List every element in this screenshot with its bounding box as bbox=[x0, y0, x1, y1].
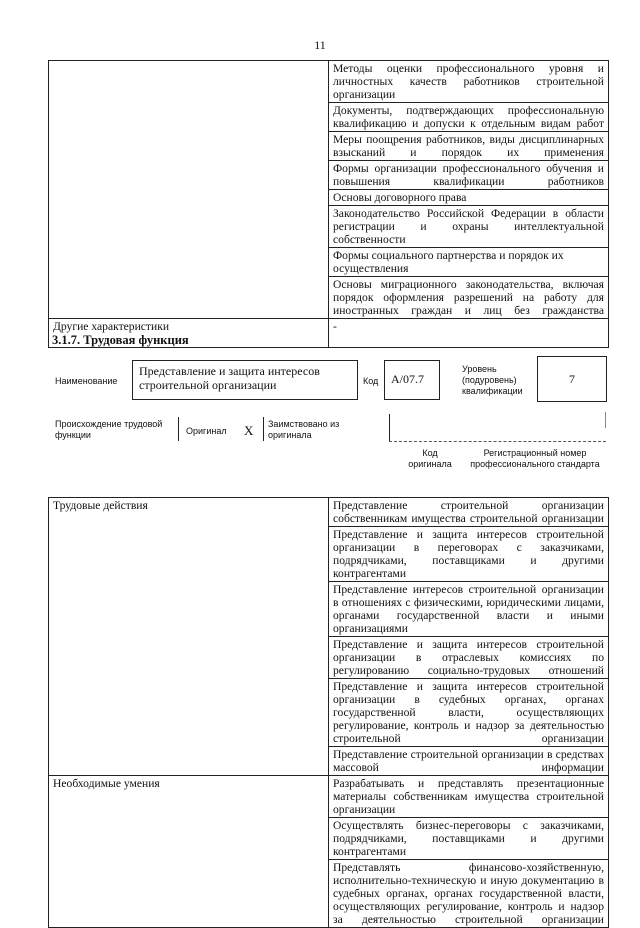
code-box bbox=[384, 360, 440, 400]
dashed-line bbox=[389, 441, 606, 442]
table-cell: Разрабатывать и представлять презентационные материалы собственникам имущества строительной организации bbox=[329, 776, 609, 818]
table-cell: Документы, подтверждающих профессиональную квалификацию и допуски к отдельным видам работ bbox=[329, 103, 609, 132]
name-value: Представление и защита интересов строительной организации bbox=[139, 364, 320, 392]
table-cell: Формы социального партнерства и порядок их осуществления bbox=[329, 248, 609, 277]
table-cell: Законодательство Российской Федерации в области регистрации и охраны интеллектуальной собственности bbox=[329, 206, 609, 248]
table-cell: Представление строительной организации в средствах массовой информации bbox=[329, 747, 609, 776]
level-box bbox=[537, 356, 607, 402]
other-characteristics-label: Другие характеристики bbox=[49, 319, 329, 348]
table-row bbox=[49, 498, 609, 527]
table-cell: Методы оценки профессионального уровня и личностных качеств работников строительной организации bbox=[329, 61, 609, 103]
name-label: Наименование bbox=[55, 376, 118, 386]
table-cell: Представление и защита интересов строительной организации в переговорах с заказчиками, подрядчиками, поставщиками и другими контрагентами bbox=[329, 527, 609, 582]
labor-actions-label: Трудовые действия bbox=[49, 498, 329, 776]
original-mark: X bbox=[244, 423, 254, 438]
labor-function-table bbox=[48, 497, 609, 928]
level-label: Уровень (подуровень) квалификации bbox=[462, 364, 523, 396]
table-cell: Представление интересов строительной организации в отношениях с физическими, юридическими лицами, органами государственной власти и иными организациями bbox=[329, 582, 609, 637]
knowledge-table bbox=[48, 60, 609, 348]
required-skills-label: Необходимые умения bbox=[49, 776, 329, 928]
table-row bbox=[49, 61, 609, 103]
table-cell: Представление строительной организации собственникам имущества строительной организации bbox=[329, 498, 609, 527]
divider bbox=[178, 417, 179, 441]
origin-label: Происхождение трудовой функции bbox=[55, 419, 163, 440]
table-cell: Основы миграционного законодательства, включая порядок оформления разрешений на работу для иностранных граждан и лиц без гражданства bbox=[329, 277, 609, 319]
table-cell: Представление и защита интересов строительной организации в судебных органах, органах государственной власти, осуществляющих регулирование, контроль и надзор за деятельностью строительной организации bbox=[329, 679, 609, 747]
code-label: Код bbox=[363, 376, 379, 386]
table-row bbox=[49, 776, 609, 818]
original-label: Оригинал bbox=[186, 426, 227, 436]
table-cell: Представление и защита интересов строительной организации в отраслевых комиссиях по регулированию социально-трудовых отношений bbox=[329, 637, 609, 679]
empty-label-cell bbox=[49, 61, 329, 319]
divider bbox=[605, 412, 606, 428]
reg-number-label: Регистрационный номер профессионального стандарта bbox=[470, 448, 600, 469]
table-cell: Осуществлять бизнес-переговоры с заказчиками, подрядчиками, поставщиками и другими контрагентами bbox=[329, 818, 609, 860]
page-number: 11 bbox=[314, 38, 326, 52]
table-cell: Представлять финансово-хозяйственную, исполнительно-техническую и иную документацию в судебных органах, органах государственной власти, осуществляющих регулирование, контроль и надзор за деятельностью строительной организации bbox=[329, 860, 609, 928]
section-title: 3.1.7. Трудовая функция bbox=[52, 333, 189, 347]
table-cell: Формы организации профессионального обучения и повышения квалификации работников bbox=[329, 161, 609, 190]
table-cell: Меры поощрения работников, виды дисциплинарных взысканий и порядок их применения bbox=[329, 132, 609, 161]
origin-code-label: Код оригинала bbox=[408, 448, 452, 469]
borrowed-label: Заимствовано из оригинала bbox=[268, 419, 340, 440]
name-box bbox=[132, 360, 358, 400]
code-value: A/07.7 bbox=[391, 372, 424, 386]
divider bbox=[263, 417, 264, 441]
other-characteristics-value: - bbox=[329, 319, 609, 348]
level-value: 7 bbox=[569, 372, 575, 386]
table-cell: Основы договорного права bbox=[329, 190, 609, 206]
divider bbox=[389, 414, 390, 442]
